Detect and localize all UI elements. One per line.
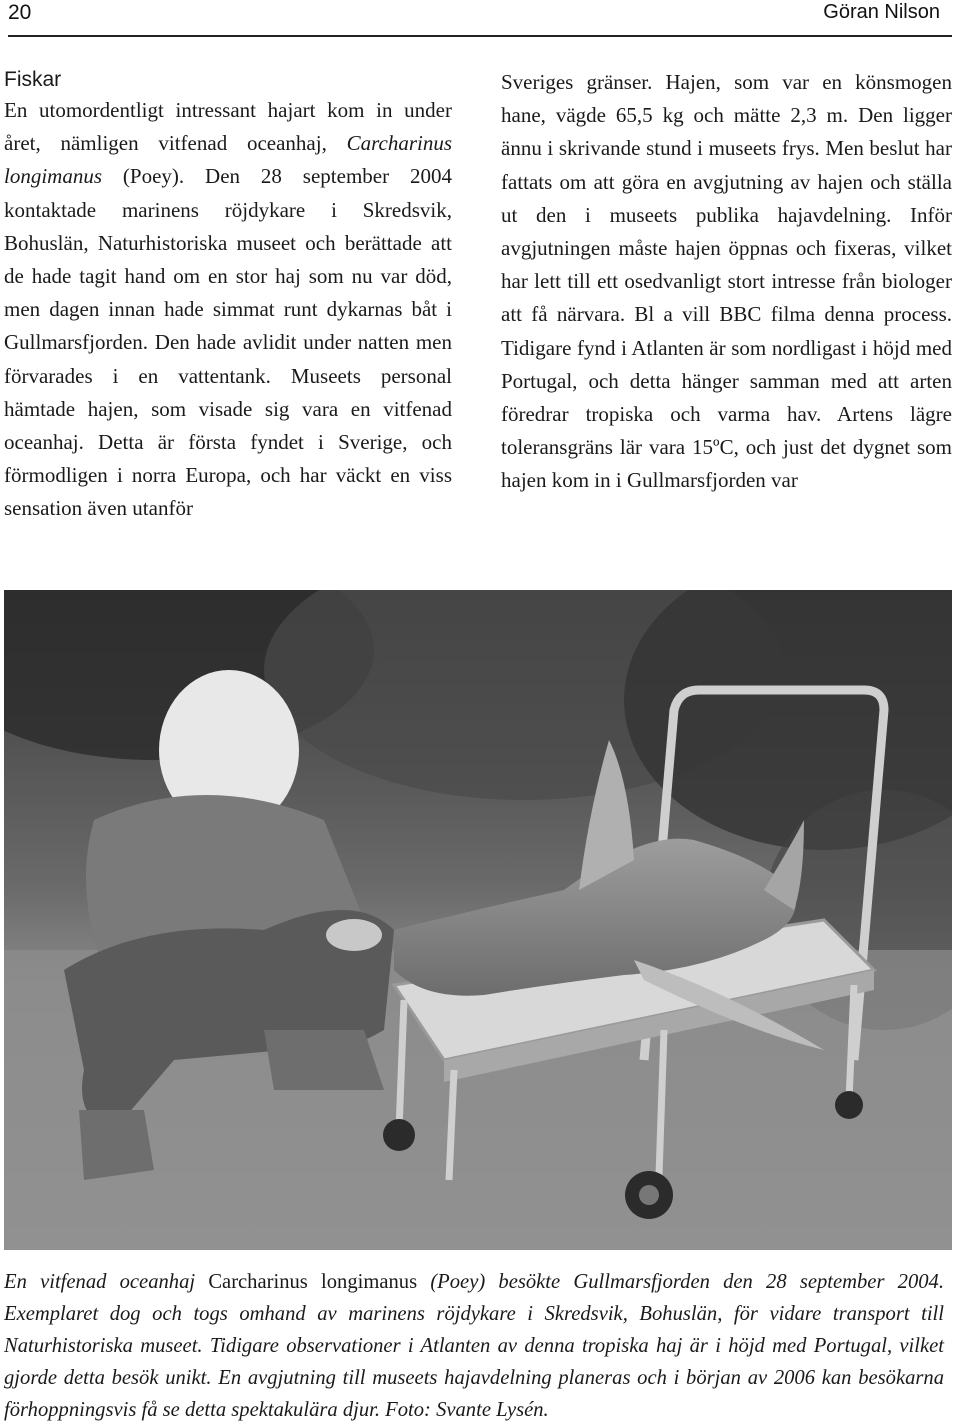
paragraph-text: (Poey). Den 28 september 2004 kontaktade marinens röjdykare i Skredsvik, Bohuslän, Naturhistoriska museet och berättade att de hade tagit hand om en stor haj som nu var död, men dagen innan hade simmat runt dykarnas båt i Gullmarsfjorden. Den hade avlidit under natten men förvarades i en vattentank. Museets personal hämtade hajen, som visade sig vara en vitfenad oceanhaj. Detta är första fyndet i Sverige, och förmodligen i norra Europa, och har väckt en viss sensation även utanför	[4, 164, 452, 521]
shark-photo	[4, 590, 952, 1250]
header-rule	[8, 35, 952, 37]
species-name: Carcharinus longimanus	[4, 131, 452, 189]
author-name: Göran Nilson	[823, 1, 940, 23]
paragraph-text: En utomordentligt intressant hajart kom in under året, nämligen vitfenad oceanhaj,	[4, 98, 452, 156]
article-column-left	[4, 66, 452, 526]
photo-caption	[4, 1266, 944, 1426]
page-header	[0, 0, 960, 36]
photo-illustration	[4, 590, 952, 1250]
article-paragraph-1	[4, 94, 452, 526]
caption-text: En vitfenad oceanhaj	[4, 1271, 209, 1293]
article-column-right	[501, 66, 952, 498]
caption-text: (Poey) besökte Gullmarsfjorden den 28 september 2004. Exemplaret dog och togs omhand av marinens röjdykare i Skredsvik, Bohuslän, för vidare transport till Naturhistoriska museet. Tidigare observationer i Atlanten av denna tropiska haj är i höjd med Portugal, vilket gjorde detta besök unikt. En avgjutning till museets hajavdelning planeras och i början av 2006 kan besökarna förhoppningsvis få se detta spektakulära djur. Foto: Svante Lysén.	[4, 1271, 945, 1421]
section-heading: Fiskar	[4, 68, 62, 91]
article-paragraph-2: Sveriges gränser. Hajen, som var en könsmogen hane, vägde 65,5 kg och mätte 2,3 m. Den ligger ännu i skrivande stund i museets frys. Men beslut har fattats om att göra en avgjutning av hajen och ställa ut den i museets publika hajavdelning. Inför avgjutningen måste hajen öppnas och fixeras, vilket har lett till ett osedvanligt stort intresse från biologer att få närvara. Bl a vill BBC filma denna process. Tidigare fynd i Atlanten är som nordligast i höjd med Portugal, och detta hänger samman med att arten föredrar tropiska och varma hav. Artens lägre toleransgräns lär vara 15ºC, och just det dygnet som hajen kom in i Gullmarsfjorden var	[501, 70, 952, 493]
page-number: 20	[8, 1, 32, 24]
caption-species-name: Carcharinus longimanus	[208, 1271, 418, 1293]
